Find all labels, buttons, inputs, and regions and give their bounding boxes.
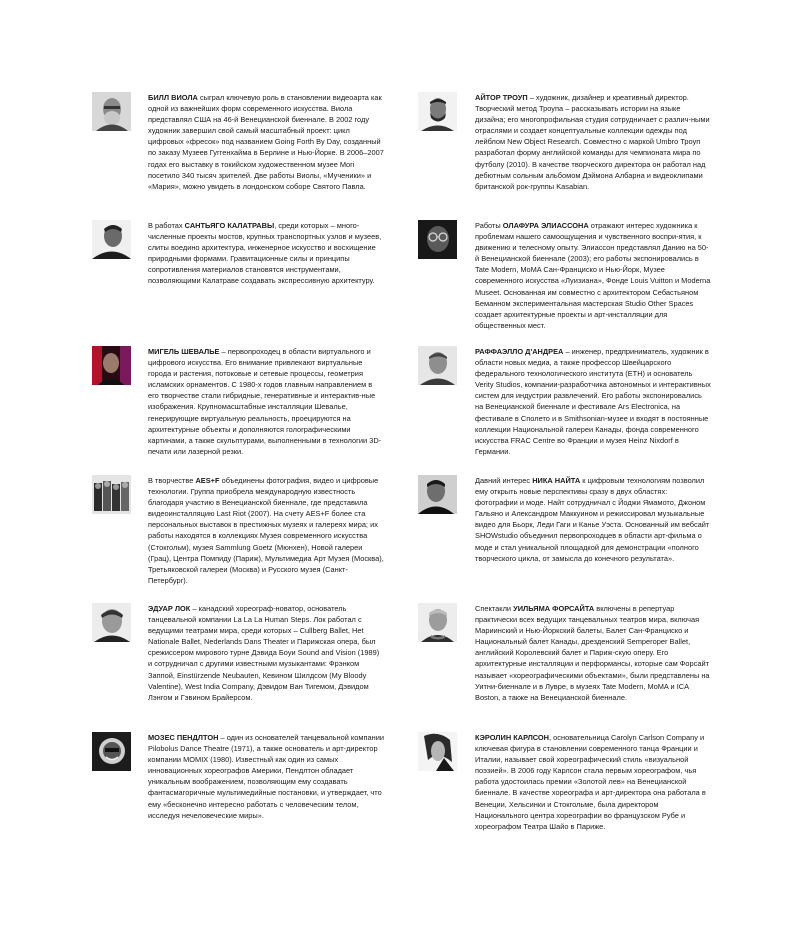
- bio-text: ЭДУАР ЛОК – канадский хореограф-новатор, основатель танцевальной компании La La La Human Steps. Лок работал с ведущими театрами мира, среди которых – Cullberg Ballet, Het Nationale Ballet, Nederlands Dans Theater и Парижская опера, был срежиссером мирового турне Дэвида Боуи Sound and Vision (1989) и сотрудничал с другими известными музыкантами: Фрэнком Заппой, Einstürzende Neubauten, Кевином Шилдсом (My Bloody Valentine), West India Company, Дэвидом Ван Тигемом, Дэвидом Лэнгом и Гэвином Брайерсом.: [148, 604, 380, 702]
- person-name: КЭРОЛИН КАРЛСОН: [475, 733, 550, 742]
- bio-text: БИЛЛ ВИОЛА сыграл ключевую роль в становлении видеоарта как одной из важнейших форм современного искусства. Виола представлял США на 46-й Венецианской биеннале. В 2002 году художник завершил свой самый масштабный проект: цикл цифровых «фресок» под названием Going Forth By Day, созданный по заказу Музеев Гуггенхайма в Берлине и Нью-Йорке. В 2006–2007 годах его выставку в токийском художественном музее Mori посетило 340 тысяч зрителей. Две работы Виолы, «Мученики» и «Мария», можно увидеть в лондонском соборе Святого Павла.: [148, 93, 384, 191]
- person-name: АЙТОР ТРОУП: [475, 93, 528, 102]
- william-forsythe-photo: [418, 603, 457, 642]
- bill-viola-photo: [92, 92, 131, 131]
- bio-text: РАФФАЭЛЛО Д'АНДРЕА – инженер, предприниматель, художник в области новых медиа, а также профессор Швейцарского федерального технологического института (ETH) и основатель Verity Studios, компании-разработчика автономных и интерактивных систем для индустрии развлечений. Его работы экспонировались на Венецианской биеннале и фестивале Ars Electronica, на фестивале в Сполето и в Smithsonian-музее и входят в постоянные коллекции Национальной галереи Канады, фонда современного искусства FRAC Centre во Франции и музея Heinz Nixdorf в Германии.: [475, 347, 711, 456]
- bio-text: АЙТОР ТРОУП – художник, дизайнер и креативный директор. Творческий метод Троупа – рассказывать истории на языке дизайна; его многопрофильная студия сотрудничает с различ-ными отраслями и создает концептуальные коллекции одежды под лейблом New Object Research. Совместно с маркой Umbro Троуп разработал форму английской команды для чемпионата мира по футболу (2010). В качестве творческого директора он работал над дебютным сольным альбомом Дэймона Албарна и видеоклипами британской рок-группы Kasabian.: [475, 93, 710, 191]
- person-name: НИКА НАЙТА: [532, 476, 581, 485]
- nick-knight-photo: [418, 475, 457, 514]
- aitor-throup-photo: [418, 92, 457, 131]
- person-name: ОЛАФУРА ЭЛИАССОНА: [502, 221, 589, 230]
- moses-pendleton-photo: [92, 732, 131, 771]
- bio-text: В работах САНТЬЯГО КАЛАТРАВЫ, среди которых – много-численные проекты мостов, крупных транспортных узлов и музеев, слиты воедино архитектура, инженерное искусство и восхищение природными формами. Гравитационные силы и принципы сопротивления материалов становятся инструментами, позволяющими Калатраве создавать экспрессивную архитектуру.: [148, 221, 382, 286]
- carolyn-carlson-photo: [418, 732, 457, 771]
- edouard-lock-photo: [92, 603, 131, 642]
- person-name: УИЛЬЯМА ФОРСАЙТА: [513, 604, 595, 613]
- person-name: РАФФАЭЛЛО Д'АНДРЕА: [475, 347, 564, 356]
- person-name: МОЗЕС ПЕНДЛТОН: [148, 733, 219, 742]
- bio-text: МИГЕЛЬ ШЕВАЛЬЕ – первопроходец в области виртуального и цифрового искусства. Его внимание привлекают виртуальные города и растения, потоковые и сетевые процессы, геометрия исламских орнаментов. С 1980-х годов главным направлением в его творчестве стали гибридные, генеративные и интерактив-ные изображения. Крупномасштабные инсталляции Шевалье, генерирующие виртуальную реальность, проецируются на архитектурные объекты и дополняются голографическими картинами, а также скульптурами, выполненными в технологии 3D-печати или лазерной резки.: [148, 347, 382, 456]
- person-name: БИЛЛ ВИОЛА: [148, 93, 198, 102]
- aesf-photo: [92, 475, 131, 514]
- bio-text: МОЗЕС ПЕНДЛТОН – один из основателей танцевальной компании Pilobolus Dance Theatre (1971), а также основатель и арт-директор компании MOMIX (1980). Известный как один из самых инновационных хореографов Америки, Пендлтон обладает уникальным воображением, позволяющим ему создавать фантасмагоричные мультимедийные постановки, и утверждает, что ему «бесконечно интересно работать с человеческим телом, исследуя нечеловеческие миры».: [148, 733, 384, 820]
- bio-text: Давний интерес НИКА НАЙТА к цифровым технологиям позволил ему открыть новые перспективы сразу в двух областях: фотографии и моде. Найт сотрудничал с Йоджи Ямамото, Джоном Гальяно и Александром Маккуином и режиссировал музыкальные видео для Бьорк, Леди Гаги и Канье Уэста. Основанный им вебсайт SHOWstudio объединил первопроходцев в области арт-фильма о моде и стал уникальной площадкой для демонстрации «полного творческого цикла, от замысла до конечного результата».: [475, 476, 710, 563]
- person-name: САНТЬЯГО КАЛАТРАВЫ: [184, 221, 275, 230]
- person-name: МИГЕЛЬ ШЕВАЛЬЕ: [148, 347, 220, 356]
- bio-text: Спектакли УИЛЬЯМА ФОРСАЙТА включены в репертуар практически всех ведущих танцевальных театров мира, включая Мариинский и Нью-Йоркский балеты, Балет Сан-Франциско и Национальный балет Канады, дрезденский Semperoper Ballet, английский Королевский балет и Париж-скую оперу. Его архитектурные инсталляции и перформансы, которые сам Форсайт называет «хореографическими объектами», были представлены на Уитни-биеннале и в Лувре, в музеях Tate Modern, MoMA и ICA Boston, а также на Венецианской биеннале.: [475, 604, 710, 702]
- miguel-chevalier-photo: [92, 346, 131, 385]
- bio-text: В творчестве AES+F объединены фотография, видео и цифровые технологии. Группа приобрела международную известность благодаря участию в Венецианской биеннале, где представила видеоинсталляцию Last Riot (2007). На счету AES+F более ста персональных выставок в престижных музеях и галереях мира; их работы находятся в коллекциях Музея современного искусства (Стокгольм), музея Sammlung Goetz (Мюнхен), Новой галереи (Грац), Центра Помпиду (Париж), Мультимедиа Арт Музея (Москва), Третьяковской галереи (Москва) и Русского музея (Санкт-Петербург).: [148, 476, 384, 585]
- bio-text: Работы ОЛАФУРА ЭЛИАССОНА отражают интерес художника к проблемам нашего самоощущения и чувственного воспри-ятия, к движению и телесному опыту. Элиассон представлял Данию на 50-й Венецианской биеннале (2003); его работы экспонировались в Tate Modern, MoMA Сан-Франциско и Нью-Йорк, Музее современного искусства «Луизиана», Фонде Louis Vuitton и Moderna Museet. Основанная им совместно с архитектором Себастьяном Беманном экспериментальная мастерская Studio Other Spaces создает архитектурные проекты и арт-инсталляции для общественных мест.: [475, 221, 711, 330]
- person-name: ЭДУАР ЛОК: [148, 604, 191, 613]
- person-name: AES+F: [195, 476, 220, 485]
- bio-text: КЭРОЛИН КАРЛСОН, основательница Carolyn Carlson Company и ключевая фигура в становлении современного танца Франции и Италии, называет свой хореографический стиль «визуальной поэзией». В 2006 году Карлсон стала первым хореографом, чья работа удостоилась премии «Золотой лев» на Венецианской биеннале. В качестве хореографа и арт-директора она работала в Венеции, Хельсинки и Стокгольме, была директором Национального центра хореографии во французском Рубе и хореографом Театра Шайо в Париже.: [475, 733, 706, 831]
- santiago-calatrava-photo: [92, 220, 131, 259]
- raffaello-dandrea-photo: [418, 346, 457, 385]
- olafur-eliasson-photo: [418, 220, 457, 259]
